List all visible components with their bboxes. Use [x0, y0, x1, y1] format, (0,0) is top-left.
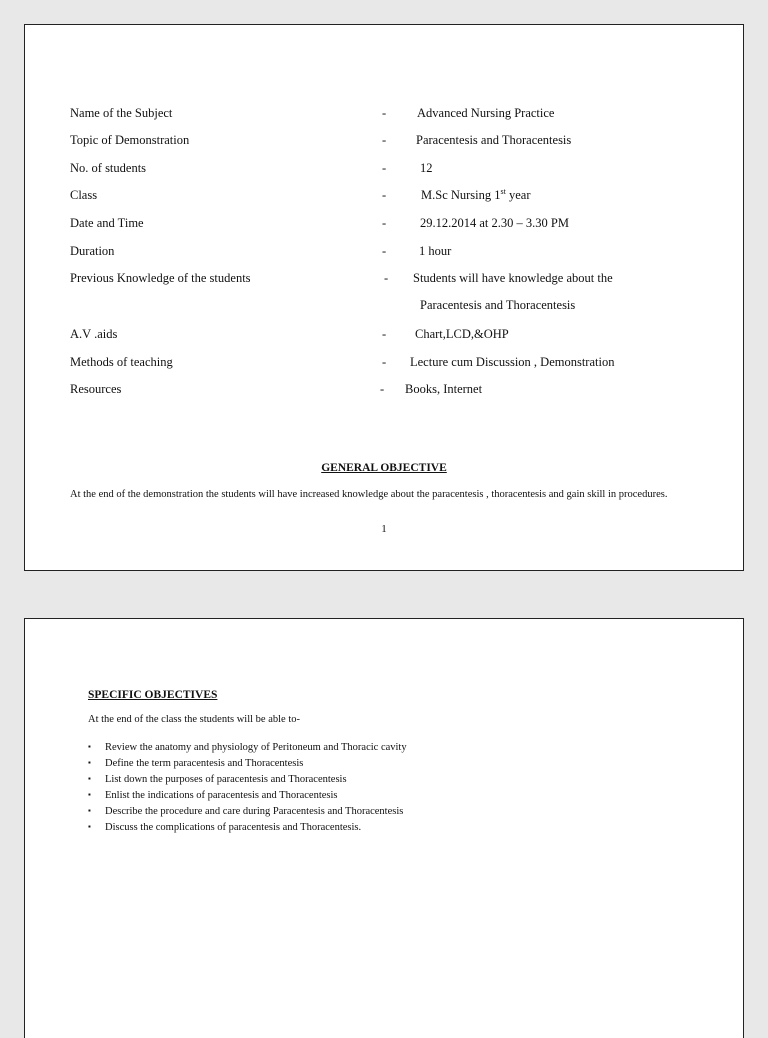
- info-label: No. of students: [70, 161, 147, 175]
- info-value: Lecture cum Discussion , Demonstration: [410, 355, 615, 369]
- class-value-suffix: year: [505, 188, 531, 202]
- info-row-subject: [70, 106, 723, 126]
- info-row-date-time: [70, 216, 723, 236]
- info-value-continued: Paracentesis and Thoracentesis: [420, 298, 576, 312]
- objective-text: List down the purposes of paracentesis and Thoracentesis: [105, 774, 347, 785]
- info-dash: -: [382, 327, 387, 341]
- info-value: [421, 188, 531, 203]
- list-item: [88, 803, 407, 819]
- info-value: 12: [420, 161, 433, 175]
- info-row-methods: [70, 355, 723, 375]
- info-label: Class: [70, 188, 98, 202]
- info-label: A.V .aids: [70, 327, 118, 341]
- info-dash: -: [380, 382, 385, 396]
- info-value: Chart,LCD,&OHP: [415, 327, 509, 341]
- general-objective-heading: GENERAL OBJECTIVE: [321, 462, 447, 474]
- specific-objectives-intro: At the end of the class the students will be able to-: [88, 714, 300, 725]
- list-item: [88, 739, 407, 755]
- info-row-resources: [70, 382, 723, 402]
- specific-objectives-heading: SPECIFIC OBJECTIVES: [88, 689, 218, 701]
- info-dash: -: [382, 188, 387, 202]
- info-value: Students will have knowledge about the: [413, 271, 613, 285]
- objective-text: Enlist the indications of paracentesis and Thoracentesis: [105, 790, 338, 801]
- info-value: 1 hour: [419, 244, 452, 258]
- bullet-icon: ▪: [88, 758, 91, 767]
- page-number: 1: [381, 523, 387, 535]
- class-value-text: M.Sc Nursing 1: [421, 188, 501, 202]
- info-row-topic: [70, 133, 723, 153]
- info-label: Topic of Demonstration: [70, 133, 190, 147]
- info-label: Date and Time: [70, 216, 144, 230]
- class-value-superscript: st: [500, 186, 506, 196]
- info-row-class: [70, 188, 723, 208]
- bullet-icon: ▪: [88, 806, 91, 815]
- info-dash: -: [382, 133, 387, 147]
- info-row-students: [70, 161, 723, 181]
- info-row-av-aids: [70, 327, 723, 347]
- info-dash: -: [382, 106, 387, 120]
- bullet-icon: ▪: [88, 822, 91, 831]
- list-item: [88, 787, 407, 803]
- info-label: Previous Knowledge of the students: [70, 271, 251, 285]
- info-value: Paracentesis and Thoracentesis: [416, 133, 572, 147]
- list-item: [88, 755, 407, 771]
- info-label: Duration: [70, 244, 115, 258]
- document-page-2: [24, 618, 744, 1038]
- info-label: Name of the Subject: [70, 106, 173, 120]
- bullet-icon: ▪: [88, 790, 91, 799]
- objective-text: Review the anatomy and physiology of Peritoneum and Thoracic cavity: [105, 742, 407, 753]
- info-dash: -: [382, 161, 387, 175]
- info-dash: -: [382, 216, 387, 230]
- list-item: [88, 819, 407, 835]
- list-item: [88, 771, 407, 787]
- info-row-duration: [70, 244, 723, 264]
- info-label: Methods of teaching: [70, 355, 173, 369]
- info-value: 29.12.2014 at 2.30 – 3.30 PM: [420, 216, 569, 230]
- info-label: Resources: [70, 382, 122, 396]
- objective-text: Describe the procedure and care during Paracentesis and Thoracentesis: [105, 806, 404, 817]
- objective-text: Define the term paracentesis and Thoracentesis: [105, 758, 304, 769]
- info-value: Advanced Nursing Practice: [417, 106, 555, 120]
- objectives-list: [88, 739, 407, 835]
- bullet-icon: ▪: [88, 774, 91, 783]
- document-page-1: [24, 24, 744, 571]
- info-dash: -: [382, 244, 387, 258]
- info-row-previous-knowledge: [70, 271, 723, 321]
- bullet-icon: ▪: [88, 742, 91, 751]
- info-value: Books, Internet: [405, 382, 483, 396]
- objective-text: Discuss the complications of paracentesis and Thoracentesis.: [105, 822, 362, 833]
- general-objective-text: At the end of the demonstration the students will have increased knowledge about the paracentesis , thoracentesis and gain skill in procedures.: [70, 489, 668, 500]
- info-dash: -: [382, 355, 387, 369]
- info-dash: -: [384, 271, 389, 285]
